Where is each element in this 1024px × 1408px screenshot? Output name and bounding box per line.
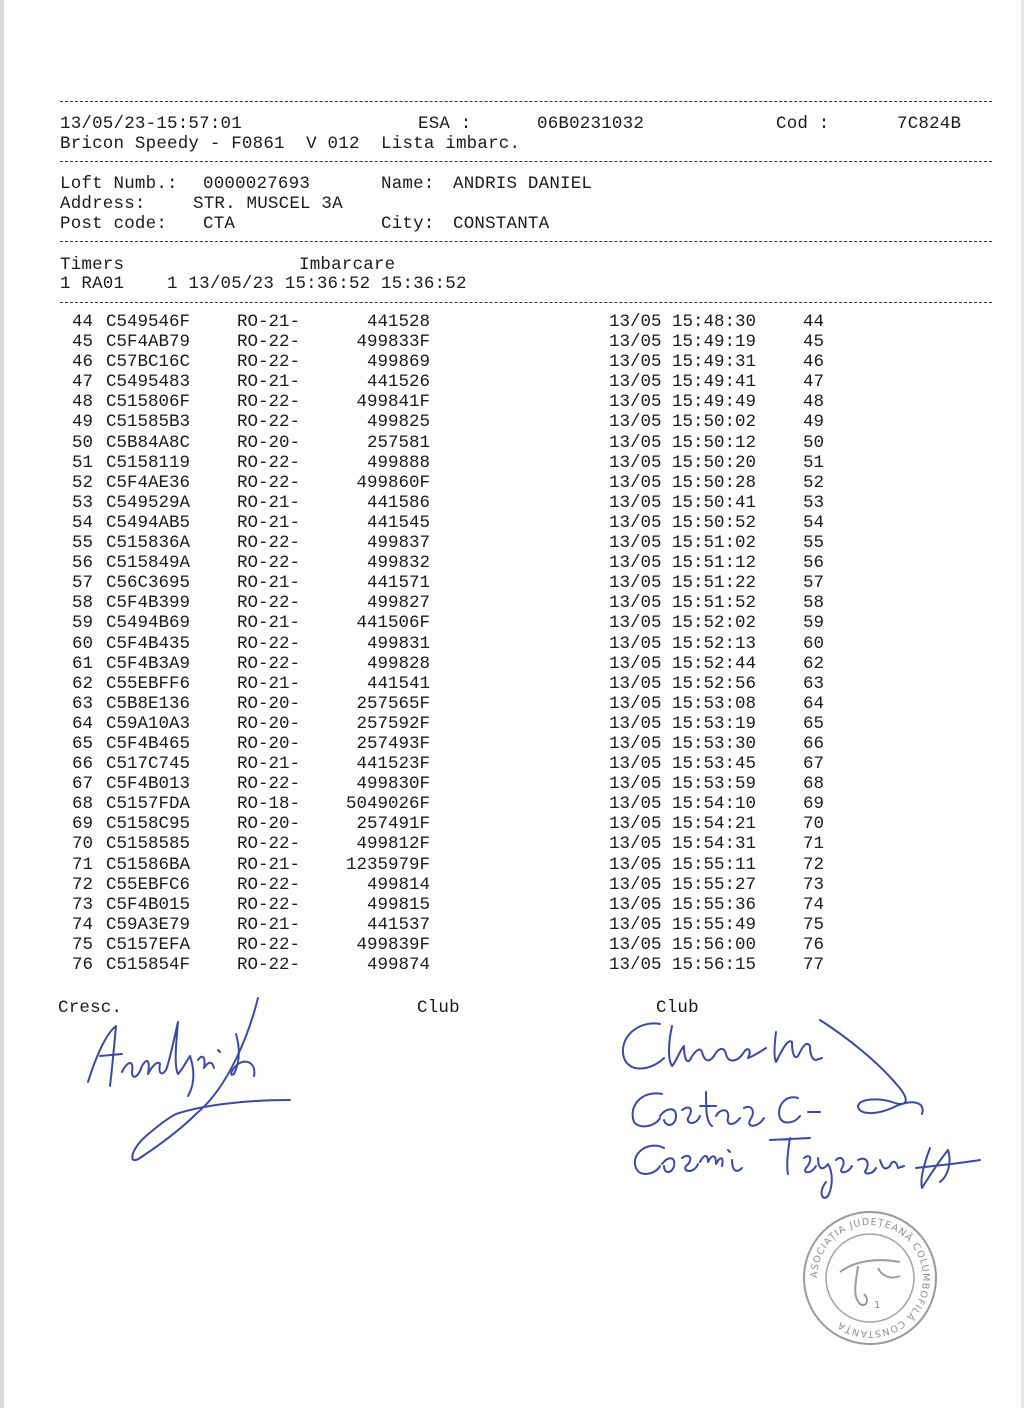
arrival-datetime: 13/05 15:56:15 bbox=[609, 955, 757, 975]
arrival-datetime: 13/05 15:49:31 bbox=[609, 352, 757, 373]
row-index: 71 bbox=[71, 854, 93, 875]
address-label: Address: bbox=[60, 194, 146, 214]
city-value: CONSTANTA bbox=[453, 214, 550, 234]
ring-number: 499837 bbox=[366, 533, 430, 554]
arrival-datetime: 13/05 15:51:02 bbox=[609, 533, 757, 554]
arrival-datetime: 13/05 15:56:00 bbox=[609, 934, 757, 955]
table-row bbox=[0, 473, 1024, 493]
position: 66 bbox=[803, 733, 825, 754]
position: 65 bbox=[803, 713, 825, 734]
ring-number: 499869 bbox=[366, 352, 430, 373]
arrival-datetime: 13/05 15:50:41 bbox=[609, 492, 757, 513]
table-row bbox=[0, 714, 1024, 734]
ring-number: 441523F bbox=[356, 754, 430, 775]
name-value: ANDRIS DANIEL bbox=[453, 174, 593, 194]
position: 64 bbox=[803, 693, 825, 714]
ring-number: 499860F bbox=[356, 472, 430, 493]
table-row bbox=[0, 754, 1024, 774]
table-row bbox=[0, 332, 1024, 352]
chip-id: C51585B3 bbox=[106, 412, 191, 433]
row-index: 47 bbox=[71, 372, 93, 393]
ring-series: RO-20- bbox=[237, 713, 301, 734]
ring-number: 499888 bbox=[366, 452, 430, 473]
loft-number-value: 0000027693 bbox=[203, 174, 311, 194]
position: 67 bbox=[803, 754, 825, 775]
arrival-datetime: 13/05 15:49:19 bbox=[609, 332, 757, 353]
position: 59 bbox=[803, 613, 825, 634]
position: 75 bbox=[803, 914, 825, 935]
table-row bbox=[0, 895, 1024, 915]
arrival-datetime: 13/05 15:54:21 bbox=[609, 814, 757, 835]
chip-id: C5F4B435 bbox=[106, 633, 191, 654]
position: 73 bbox=[803, 874, 825, 895]
ring-series: RO-22- bbox=[237, 553, 301, 574]
position: 57 bbox=[803, 573, 825, 594]
stamp-number: 1 bbox=[874, 1300, 881, 1311]
ring-series: RO-20- bbox=[237, 693, 301, 714]
table-row bbox=[0, 593, 1024, 613]
table-row bbox=[0, 372, 1024, 392]
club-label-2: Club bbox=[656, 998, 699, 1018]
ring-number: 441545 bbox=[366, 512, 430, 533]
row-index: 59 bbox=[71, 613, 93, 634]
row-index: 60 bbox=[71, 633, 93, 654]
esa-value: 06B0231032 bbox=[537, 114, 645, 134]
position: 62 bbox=[803, 653, 825, 674]
chip-id: C5F4B013 bbox=[106, 774, 191, 795]
table-row bbox=[0, 453, 1024, 473]
ring-series: RO-22- bbox=[237, 653, 301, 674]
position: 50 bbox=[803, 432, 825, 453]
chip-id: C549529A bbox=[106, 492, 191, 513]
table-row bbox=[0, 774, 1024, 794]
row-index: 51 bbox=[71, 452, 93, 473]
ring-series: RO-21- bbox=[237, 673, 301, 694]
device-line: Bricon Speedy - F0861 V 012 Lista imbarc. bbox=[60, 134, 521, 154]
ring-number: 5049026F bbox=[345, 794, 430, 815]
ring-number: 441571 bbox=[366, 573, 430, 594]
cresc-label: Cresc. bbox=[58, 998, 123, 1018]
chip-id: C57BC16C bbox=[106, 352, 191, 373]
row-index: 63 bbox=[71, 693, 93, 714]
ring-series: RO-21- bbox=[237, 492, 301, 513]
position: 68 bbox=[803, 774, 825, 795]
ring-series: RO-21- bbox=[237, 312, 301, 332]
chip-id: C517C745 bbox=[106, 754, 191, 775]
row-index: 45 bbox=[71, 332, 93, 353]
arrival-datetime: 13/05 15:51:12 bbox=[609, 553, 757, 574]
club-signatures bbox=[623, 1020, 980, 1198]
chip-id: C5B84A8C bbox=[106, 432, 191, 453]
chip-id: C55EBFC6 bbox=[106, 874, 191, 895]
position: 60 bbox=[803, 633, 825, 654]
chip-id: C59A10A3 bbox=[106, 713, 191, 734]
ring-series: RO-20- bbox=[237, 432, 301, 453]
dashed-rule bbox=[60, 161, 992, 162]
row-index: 48 bbox=[71, 392, 93, 413]
position: 45 bbox=[803, 332, 825, 353]
dashed-rule bbox=[60, 241, 992, 242]
chip-id: C5158C95 bbox=[106, 814, 191, 835]
chip-id: C5494B69 bbox=[106, 613, 191, 634]
chip-id: C5157FDA bbox=[106, 794, 191, 815]
chip-id: C515806F bbox=[106, 392, 191, 413]
ring-number: 441541 bbox=[366, 673, 430, 694]
ring-number: 441537 bbox=[366, 914, 430, 935]
row-index: 76 bbox=[71, 955, 93, 975]
row-index: 55 bbox=[71, 533, 93, 554]
arrival-datetime: 13/05 15:53:59 bbox=[609, 774, 757, 795]
arrival-datetime: 13/05 15:52:44 bbox=[609, 653, 757, 674]
arrival-datetime: 13/05 15:50:12 bbox=[609, 432, 757, 453]
position: 53 bbox=[803, 492, 825, 513]
chip-id: C549546F bbox=[106, 312, 191, 332]
ring-number: 499831 bbox=[366, 633, 430, 654]
ring-number: 1235979F bbox=[345, 854, 430, 875]
ring-series: RO-21- bbox=[237, 854, 301, 875]
row-index: 64 bbox=[71, 713, 93, 734]
arrival-datetime: 13/05 15:52:56 bbox=[609, 673, 757, 694]
ring-number: 499874 bbox=[366, 955, 430, 975]
ring-series: RO-22- bbox=[237, 834, 301, 855]
table-row bbox=[0, 875, 1024, 895]
chip-id: C5F4B465 bbox=[106, 733, 191, 754]
table-row bbox=[0, 654, 1024, 674]
row-index: 67 bbox=[71, 774, 93, 795]
ring-number: 441586 bbox=[366, 492, 430, 513]
ring-series: RO-22- bbox=[237, 955, 301, 975]
imbarcare-label: Imbarcare bbox=[299, 255, 396, 275]
position: 49 bbox=[803, 412, 825, 433]
esa-label: ESA : bbox=[418, 114, 472, 134]
row-index: 73 bbox=[71, 894, 93, 915]
chip-id: C5F4AB79 bbox=[106, 332, 191, 353]
row-index: 68 bbox=[71, 794, 93, 815]
arrival-datetime: 13/05 15:53:30 bbox=[609, 733, 757, 754]
chip-id: C59A3E79 bbox=[106, 914, 191, 935]
ring-series: RO-22- bbox=[237, 593, 301, 614]
chip-id: C5F4B015 bbox=[106, 894, 191, 915]
row-index: 50 bbox=[71, 432, 93, 453]
position: 52 bbox=[803, 472, 825, 493]
position: 74 bbox=[803, 894, 825, 915]
arrival-datetime: 13/05 15:54:31 bbox=[609, 834, 757, 855]
ring-number: 499830F bbox=[356, 774, 430, 795]
position: 54 bbox=[803, 512, 825, 533]
table-row bbox=[0, 493, 1024, 513]
table-row bbox=[0, 533, 1024, 553]
arrival-datetime: 13/05 15:54:10 bbox=[609, 794, 757, 815]
position: 56 bbox=[803, 553, 825, 574]
dashed-rule bbox=[60, 302, 992, 303]
ring-series: RO-22- bbox=[237, 332, 301, 353]
position: 72 bbox=[803, 854, 825, 875]
ring-number: 257493F bbox=[356, 733, 430, 754]
arrival-datetime: 13/05 15:55:11 bbox=[609, 854, 757, 875]
arrival-datetime: 13/05 15:49:49 bbox=[609, 392, 757, 413]
address-value: STR. MUSCEL 3A bbox=[193, 194, 343, 214]
ring-series: RO-22- bbox=[237, 774, 301, 795]
arrival-datetime: 13/05 15:51:22 bbox=[609, 573, 757, 594]
name-label: Name: bbox=[381, 174, 435, 194]
ring-number: 499812F bbox=[356, 834, 430, 855]
row-index: 69 bbox=[71, 814, 93, 835]
row-index: 46 bbox=[71, 352, 93, 373]
ring-number: 441528 bbox=[366, 312, 430, 332]
ring-series: RO-21- bbox=[237, 573, 301, 594]
basketing-list bbox=[0, 312, 1024, 975]
row-index: 58 bbox=[71, 593, 93, 614]
chip-id: C56C3695 bbox=[106, 573, 191, 594]
arrival-datetime: 13/05 15:50:52 bbox=[609, 512, 757, 533]
ring-number: 257592F bbox=[356, 713, 430, 734]
ring-number: 441506F bbox=[356, 613, 430, 634]
row-index: 57 bbox=[71, 573, 93, 594]
ring-series: RO-20- bbox=[237, 733, 301, 754]
arrival-datetime: 13/05 15:51:52 bbox=[609, 593, 757, 614]
ring-series: RO-22- bbox=[237, 392, 301, 413]
arrival-datetime: 13/05 15:50:28 bbox=[609, 472, 757, 493]
table-row bbox=[0, 855, 1024, 875]
chip-id: C5157EFA bbox=[106, 934, 191, 955]
ring-series: RO-22- bbox=[237, 352, 301, 373]
postcode-value: CTA bbox=[203, 214, 236, 234]
arrival-datetime: 13/05 15:50:02 bbox=[609, 412, 757, 433]
arrival-datetime: 13/05 15:55:27 bbox=[609, 874, 757, 895]
row-index: 70 bbox=[71, 834, 93, 855]
print-timestamp: 13/05/23-15:57:01 bbox=[60, 114, 242, 134]
ring-series: RO-21- bbox=[237, 512, 301, 533]
arrival-datetime: 13/05 15:49:41 bbox=[609, 372, 757, 393]
ring-series: RO-22- bbox=[237, 472, 301, 493]
chip-id: C5158119 bbox=[106, 452, 191, 473]
table-row bbox=[0, 634, 1024, 654]
chip-id: C5495483 bbox=[106, 372, 191, 393]
position: 63 bbox=[803, 673, 825, 694]
ring-series: RO-22- bbox=[237, 934, 301, 955]
chip-id: C51586BA bbox=[106, 854, 191, 875]
position: 48 bbox=[803, 392, 825, 413]
arrival-datetime: 13/05 15:52:13 bbox=[609, 633, 757, 654]
svg-text:ASOCIAȚIA JUDEȚEANĂ COLUMBOFIL bbox=[809, 1217, 931, 1339]
table-row bbox=[0, 734, 1024, 754]
table-row bbox=[0, 392, 1024, 412]
ring-number: 499833F bbox=[356, 332, 430, 353]
position: 69 bbox=[803, 794, 825, 815]
row-index: 72 bbox=[71, 874, 93, 895]
ring-number: 499828 bbox=[366, 653, 430, 674]
row-index: 56 bbox=[71, 553, 93, 574]
dashed-rule bbox=[60, 101, 992, 102]
ring-number: 257581 bbox=[366, 432, 430, 453]
association-stamp bbox=[800, 1208, 940, 1348]
timer-line: 1 RA01 1 13/05/23 15:36:52 15:36:52 bbox=[60, 274, 467, 294]
chip-id: C55EBFF6 bbox=[106, 673, 191, 694]
ring-number: 257565F bbox=[356, 693, 430, 714]
ring-number: 499827 bbox=[366, 593, 430, 614]
chip-id: C5494AB5 bbox=[106, 512, 191, 533]
row-index: 65 bbox=[71, 733, 93, 754]
ring-number: 257491F bbox=[356, 814, 430, 835]
arrival-datetime: 13/05 15:52:02 bbox=[609, 613, 757, 634]
chip-id: C515849A bbox=[106, 553, 191, 574]
row-index: 49 bbox=[71, 412, 93, 433]
ring-series: RO-22- bbox=[237, 533, 301, 554]
table-row bbox=[0, 433, 1024, 453]
table-row bbox=[0, 915, 1024, 935]
ring-series: RO-21- bbox=[237, 914, 301, 935]
cod-label: Cod : bbox=[776, 114, 830, 134]
chip-id: C5F4B399 bbox=[106, 593, 191, 614]
chip-id: C5158585 bbox=[106, 834, 191, 855]
cresc-signature bbox=[88, 998, 290, 1160]
position: 71 bbox=[803, 834, 825, 855]
arrival-datetime: 13/05 15:55:36 bbox=[609, 894, 757, 915]
ring-number: 499815 bbox=[366, 894, 430, 915]
table-row bbox=[0, 573, 1024, 593]
ring-series: RO-21- bbox=[237, 613, 301, 634]
position: 51 bbox=[803, 452, 825, 473]
table-row bbox=[0, 694, 1024, 714]
ring-number: 499832 bbox=[366, 553, 430, 574]
row-index: 52 bbox=[71, 472, 93, 493]
cod-value: 7C824B bbox=[897, 114, 962, 134]
ring-series: RO-22- bbox=[237, 633, 301, 654]
position: 76 bbox=[803, 934, 825, 955]
arrival-datetime: 13/05 15:55:49 bbox=[609, 914, 757, 935]
position: 70 bbox=[803, 814, 825, 835]
table-row bbox=[0, 834, 1024, 854]
city-label: City: bbox=[381, 214, 435, 234]
row-index: 66 bbox=[71, 754, 93, 775]
ring-series: RO-18- bbox=[237, 794, 301, 815]
table-row bbox=[0, 955, 1024, 975]
row-index: 75 bbox=[71, 934, 93, 955]
table-row bbox=[0, 553, 1024, 573]
chip-id: C515836A bbox=[106, 533, 191, 554]
row-index: 62 bbox=[71, 673, 93, 694]
arrival-datetime: 13/05 15:53:19 bbox=[609, 713, 757, 734]
table-row bbox=[0, 513, 1024, 533]
row-index: 74 bbox=[71, 914, 93, 935]
table-row bbox=[0, 814, 1024, 834]
arrival-datetime: 13/05 15:53:45 bbox=[609, 754, 757, 775]
table-row bbox=[0, 674, 1024, 694]
club-label-1: Club bbox=[417, 998, 460, 1018]
arrival-datetime: 13/05 15:50:20 bbox=[609, 452, 757, 473]
ring-series: RO-22- bbox=[237, 452, 301, 473]
ring-number: 499825 bbox=[366, 412, 430, 433]
table-row bbox=[0, 613, 1024, 633]
row-index: 53 bbox=[71, 492, 93, 513]
ring-number: 499839F bbox=[356, 934, 430, 955]
position: 58 bbox=[803, 593, 825, 614]
timers-label: Timers bbox=[60, 255, 125, 275]
table-row bbox=[0, 794, 1024, 814]
row-index: 54 bbox=[71, 512, 93, 533]
chip-id: C5F4B3A9 bbox=[106, 653, 191, 674]
table-row bbox=[0, 412, 1024, 432]
table-row bbox=[0, 312, 1024, 332]
table-row bbox=[0, 935, 1024, 955]
ring-number: 441526 bbox=[366, 372, 430, 393]
table-row bbox=[0, 352, 1024, 372]
stamp-ring-text: ASOCIAȚIA JUDEȚEANĂ COLUMBOFILĂ CONSTANȚA bbox=[808, 1216, 932, 1340]
ring-series: RO-22- bbox=[237, 874, 301, 895]
row-index: 61 bbox=[71, 653, 93, 674]
position: 77 bbox=[803, 955, 825, 975]
position: 46 bbox=[803, 352, 825, 373]
row-index: 44 bbox=[71, 312, 93, 332]
postcode-label: Post code: bbox=[60, 214, 168, 234]
arrival-datetime: 13/05 15:48:30 bbox=[609, 312, 757, 332]
ring-series: RO-22- bbox=[237, 412, 301, 433]
ring-series: RO-21- bbox=[237, 372, 301, 393]
ring-number: 499814 bbox=[366, 874, 430, 895]
chip-id: C5F4AE36 bbox=[106, 472, 191, 493]
ring-series: RO-20- bbox=[237, 814, 301, 835]
chip-id: C515854F bbox=[106, 955, 191, 975]
loft-number-label: Loft Numb.: bbox=[60, 174, 178, 194]
ring-number: 499841F bbox=[356, 392, 430, 413]
position: 44 bbox=[803, 312, 825, 332]
ring-series: RO-21- bbox=[237, 754, 301, 775]
position: 47 bbox=[803, 372, 825, 393]
ring-series: RO-22- bbox=[237, 894, 301, 915]
arrival-datetime: 13/05 15:53:08 bbox=[609, 693, 757, 714]
chip-id: C5B8E136 bbox=[106, 693, 191, 714]
position: 55 bbox=[803, 533, 825, 554]
